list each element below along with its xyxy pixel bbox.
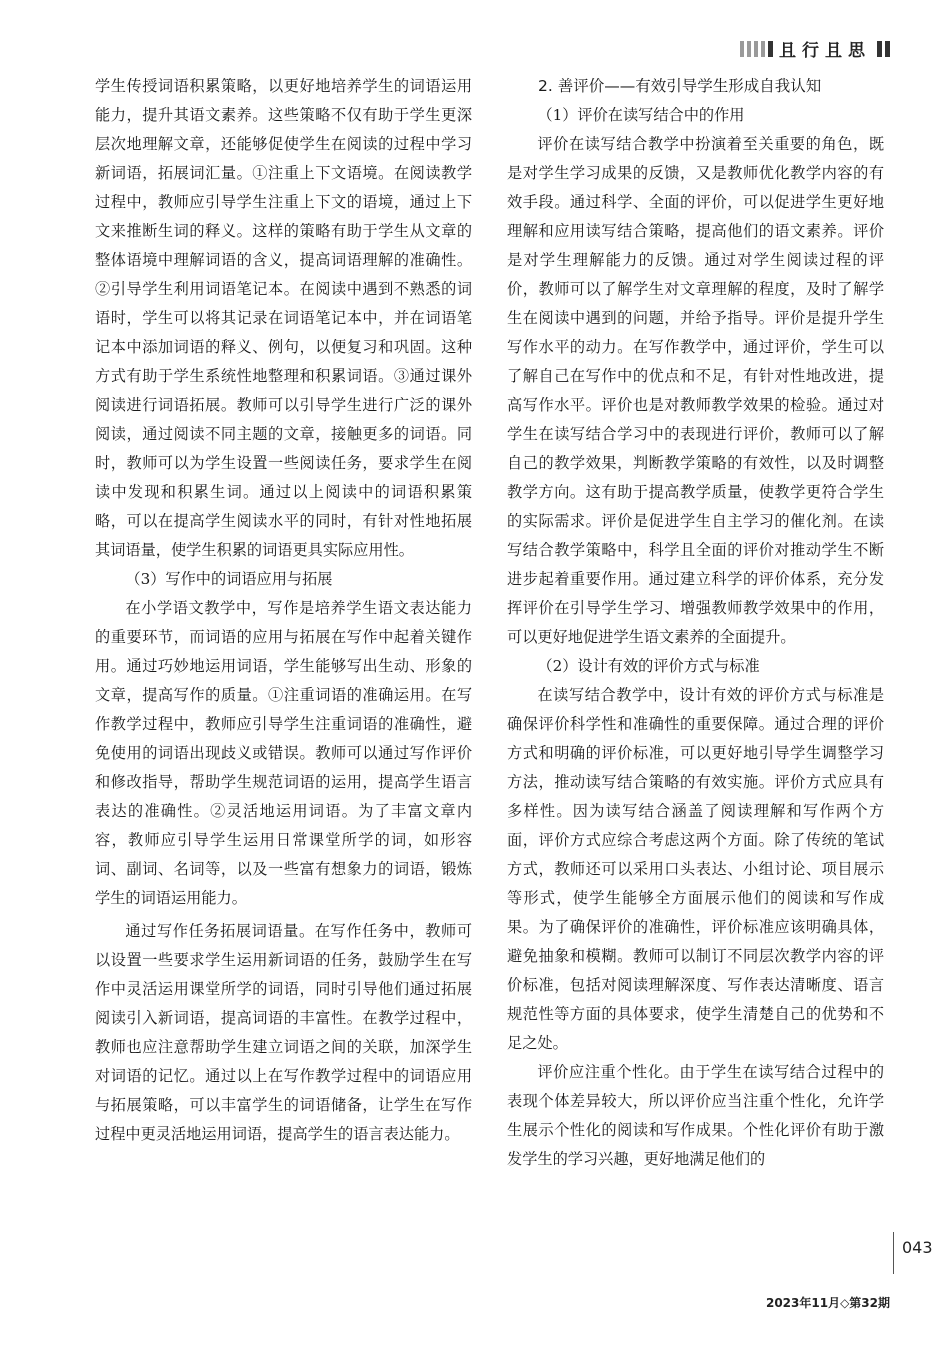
subsection-heading: （1）评价在读写结合中的作用 (537, 106, 745, 124)
stripe (740, 41, 744, 57)
stripe (885, 41, 890, 57)
stripe (768, 41, 773, 57)
paragraph: 学生传授词语积累策略，以更好地培养学生的词语运用能力，提升其语文素养。这些策略不仅有助于学生更深层次地理解文章，还能够促使学生在阅读的过程中学习新词语，拓展词汇量。①注重上下文语境。在阅读教学过程中，教师应引导学生注重上下文的语境，通过上下文来推断生词的释义。这样的策略有助于学生从文章的整体语境中理解词语的含义，提高词语理解的准确性。②引导学生利用词语笔记本。在阅读中遇到不熟悉的词语时，学生可以将其记录在词语笔记本中，并在词语笔记本中添加词语的释义、例句，以便复习和巩固。这种方式有助于学生系统性地整理和积累词语。③通过课外阅读进行词语拓展。教师可以引导学生进行广泛的课外阅读，通过阅读不同主题的文章，接触更多的词语。同时，教师可以为学生设置一些阅读任务，要求学生在阅读中发现和积累生词。通过以上阅读中的词语积累策略，可以在提高学生阅读水平的同时，有针对性地拓展其词语量，使学生积累的词语更具实际应用性。 (95, 77, 472, 559)
paragraph: 评价应注重个性化。由于学生在读写结合过程中的表现个体差异较大，所以评价应当注重个性化，允许学生展示个性化的阅读和写作成果。个性化评价有助于激发学生的学习兴趣，更好地满足他们的 (507, 1063, 884, 1168)
stripe (761, 41, 765, 57)
subsection-heading: （2）设计有效的评价方式与标准 (537, 657, 760, 675)
section-heading: 2. 善评价——有效引导学生形成自我认知 (538, 77, 822, 95)
paragraph: 在小学语文教学中，写作是培养学生语文表达能力的重要环节，而词语的应用与拓展在写作中起着关键作用。通过巧妙地运用词语，学生能够写出生动、形象的文章，提高写作的质量。①注重词语的准确运用。在写作教学过程中，教师应引导学生注重词语的准确性，避免使用的词语出现歧义或错误。教师可以通过写作评价和修改指导，帮助学生规范词语的运用，提高学生语言表达的准确性。②灵活地运用词语。为了丰富文章内容，教师应引导学生运用日常课堂所学的词，如形容词、副词、名词等，以及一些富有想象力的词语，锻炼学生的词语运用能力。 (95, 599, 472, 907)
header-stripes-left (740, 41, 773, 57)
right-column (507, 72, 884, 1174)
page-number: 043 (902, 1238, 933, 1257)
stripe (877, 41, 882, 57)
page-number-divider (893, 1232, 894, 1274)
header-stripes-right (877, 41, 890, 57)
paragraph: 在读写结合教学中，设计有效的评价方式与标准是确保评价科学性和准确性的重要保障。通过合理的评价方式和明确的评价标准，可以更好地引导学生调整学习方法，推动读写结合策略的有效实施。评价方式应具有多样性。因为读写结合涵盖了阅读理解和写作两个方面，评价方式应综合考虑这两个方面。除了传统的笔试方式，教师还可以采用口头表达、小组讨论、项目展示等形式，使学生能够全方面展示他们的阅读和写作成果。为了确保评价的准确性，评价标准应该明确具体，避免抽象和模糊。教师可以制订不同层次教学内容的评价标准，包括对阅读理解深度、写作表达清晰度、语言规范性等方面的具体要求，使学生清楚自己的优势和不足之处。 (507, 686, 884, 1052)
running-header (740, 36, 890, 61)
paragraph: 评价在读写结合教学中扮演着至关重要的角色，既是对学生学习成果的反馈，又是教师优化教学内容的有效手段。通过科学、全面的评价，可以促进学生更好地理解和应用读写结合策略，提高他们的语文素养。评价是对学生理解能力的反馈。通过对学生阅读过程的评价，教师可以了解学生对文章理解的程度，及时了解学生在阅读中遇到的问题，并给予指导。评价是提升学生写作水平的动力。在写作教学中，通过评价，学生可以了解自己在写作中的优点和不足，有针对性地改进，提高写作水平。评价也是对教师教学效果的检验。通过对学生在读写结合学习中的表现进行评价，教师可以了解自己的教学效果，判断教学策略的有效性，以及时调整教学方向。这有助于提高教学质量，使教学更符合学生的实际需求。评价是促进学生自主学习的催化剂。在读写结合教学策略中，科学且全面的评价对推动学生不断进步起着重要作用。通过建立科学的评价体系，充分发挥评价在引导学生学习、增强教师教学效果中的作用，可以更好地促进学生语文素养的全面提升。 (507, 135, 884, 646)
stripe (747, 41, 751, 57)
stripe (754, 41, 758, 57)
header-title: 且行且思 (779, 41, 871, 61)
paragraph: 通过写作任务拓展词语量。在写作任务中，教师可以设置一些要求学生运用新词语的任务，鼓励学生在写作中灵活运用课堂所学的词语，同时引导他们通过拓展阅读引入新词语，提高词语的丰富性。在教学过程中，教师也应注意帮助学生建立词语之间的关联，加深学生对词语的记忆。通过以上在写作教学过程中的词语应用与拓展策略，可以丰富学生的词语储备，让学生在写作过程中更灵活地运用词语，提高学生的语言表达能力。 (95, 922, 472, 1143)
subsection-heading: （3）写作中的词语应用与拓展 (125, 570, 333, 588)
left-column (95, 72, 472, 1149)
issue-footer: 2023年11月◇第32期 (765, 1296, 890, 1310)
